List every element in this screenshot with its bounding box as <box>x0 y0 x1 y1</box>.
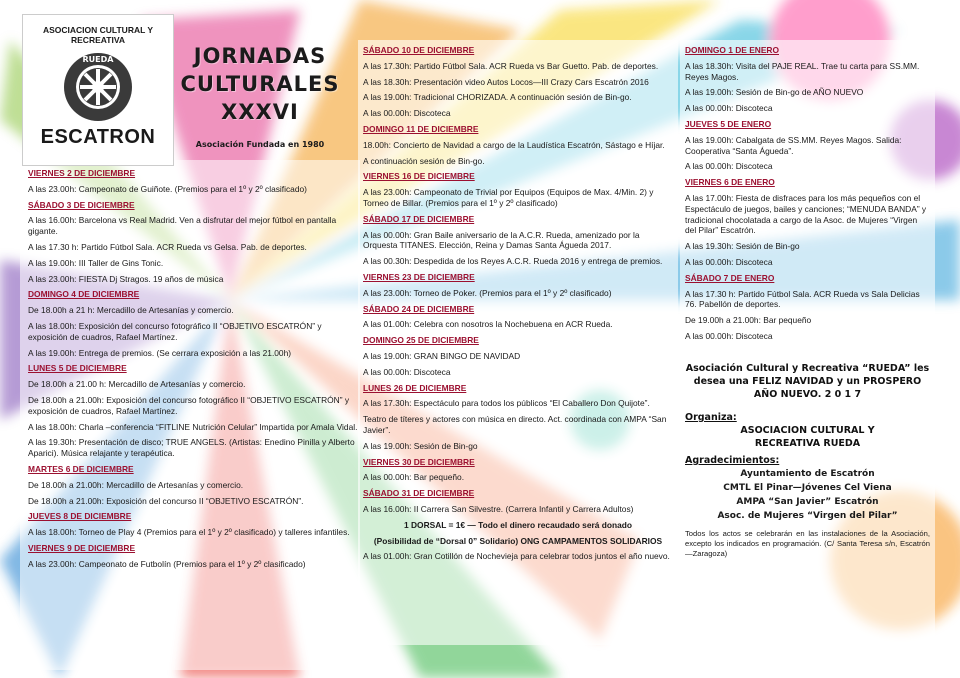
event-item: A las 18.00h: Exposición del concurso fotográfico II “OBJETIVO ESCATRÓN” y exposición de cuadros, Rafael Martínez. <box>28 320 322 342</box>
day-heading: MARTES 6 DE DICIEMBRE <box>28 463 134 474</box>
agradecimientos-label: Agradecimientos: <box>685 454 780 466</box>
day-heading: VIERNES 6 DE ENERO <box>685 177 775 188</box>
event-item: A las 23.00h: Campeonato de Trivial por Equipos (Equipos de Max. 4/Min. 2) y Torneo de Billar. (Premios para el 1º y 2º clasificado) <box>363 187 654 208</box>
greeting: Asociación Cultural y Recreativa “RUEDA” les desea una FELIZ NAVIDAD y un PROSPERO AÑO NUEVO. 2 0 1 7 <box>685 362 930 400</box>
day-heading: SÁBADO 17 DE DICIEMBRE <box>363 213 475 224</box>
schedule-column-3 <box>685 45 930 559</box>
title-line-2: CULTURALES <box>180 72 340 96</box>
event-item: A las 19.00h: GRAN BINGO DE NAVIDAD <box>363 350 521 361</box>
footnote: Todos los actos se celebrarán en las instalaciones de la Asociación, excepto los indicados en programación. (C/ Santa Teresa s/n, Escatrón—Zaragoza) <box>685 528 930 558</box>
event-item: A las 19.30h: Presentación de disco; TRUE ANGELS. (Artistas: Enedino Pinilla y Alberto Aparici). Música relajante y terapéutica. <box>28 437 355 459</box>
day-heading: LUNES 26 DE DICIEMBRE <box>363 382 467 393</box>
day-heading: SÁBADO 10 DE DICIEMBRE <box>363 45 475 55</box>
logo-org-text: ASOCIACION CULTURAL Y RECREATIVA <box>42 25 154 45</box>
event-item: A las 17.00h: Fiesta de disfraces para los más pequeños con el Espectáculo de juegos, bailes y canciones; “MENUDA BANDA” y tradicional chocolatada a cargo de la Asoc. de Mujeres “Virgen del Pilar” Escatrón. <box>685 192 927 236</box>
thanks-3: AMPA “San Javier” Escatrón <box>736 496 879 507</box>
day-heading: DOMINGO 25 DE DICIEMBRE <box>363 335 479 346</box>
day-heading: JUEVES 8 DE DICIEMBRE <box>28 511 132 522</box>
title-line-1: JORNADAS <box>193 44 327 68</box>
event-item: A las 19.00h: Cabalgata de SS.MM. Reyes Magos. Salida: Cooperativa “Santa Águeda”. <box>685 134 902 156</box>
day-heading: VIERNES 23 DE DICIEMBRE <box>363 271 475 282</box>
event-item: Teatro de títeres y actores con música en directo. Act. coordinada con AMPA “San Javier”. <box>363 414 667 435</box>
day-heading: LUNES 5 DE DICIEMBRE <box>28 363 127 374</box>
event-item: A las 00.00h: Bar pequeño. <box>363 472 465 483</box>
event-item: A las 23.00h: Torneo de Poker. (Premios para el 1º y 2º clasificado) <box>363 287 612 298</box>
event-item: De 18.00h a 21.00h: Exposición del concurso fotográfico II “OBJETIVO ESCATRÓN” y exposición de cuadros, Rafael Martínez. <box>28 394 350 416</box>
day-heading: VIERNES 9 DE DICIEMBRE <box>28 542 136 553</box>
event-item: A las 00.00h: Discoteca <box>363 108 451 119</box>
event-item: A las 19.30h: Sesión de Bin-go <box>685 241 800 252</box>
day-heading: SÁBADO 7 DE ENERO <box>685 272 775 283</box>
title-block <box>175 42 345 149</box>
event-item: A las 01.00h: Celebra con nosotros la Nochebuena en ACR Rueda. <box>363 319 613 330</box>
event-item: De 18.00h a 21.00 h: Mercadillo de Artesanías y comercio. <box>28 379 246 390</box>
event-item: A las 18.00h: Charla –conferencia “FITLINE Nutrición Celular” Impartida por Amala Vidal. <box>28 421 358 432</box>
event-item: De 19.00h a 21.00h: Bar pequeño <box>685 315 812 326</box>
day-heading: DOMINGO 4 DE DICIEMBRE <box>28 289 140 300</box>
event-item: A las 00.00h: Discoteca <box>363 366 451 377</box>
event-item: A las 00.00h: Discoteca <box>685 330 773 341</box>
event-item: De 18.00h a 21 h: Mercadillo de Artesanías y comercio. <box>28 305 234 316</box>
event-item: A las 00.00h: Discoteca <box>685 256 773 267</box>
event-note: 1 DORSAL = 1€ — Todo el dinero recaudado será donado <box>404 519 632 530</box>
event-item: A las 19.00h: Entrega de premios. (Se cerrara exposición a las 21.00h) <box>28 347 292 358</box>
event-item: A continuación sesión de Bin-go. <box>363 155 485 166</box>
event-item: A las 00.00h: Discoteca <box>685 161 773 172</box>
event-item: A las 19.00h: Sesión de Bin-go de AÑO NUEVO <box>685 87 864 98</box>
event-item: A las 17.30 h: Partido Fútbol Sala. ACR Rueda vs Gelsa. Pab. de deportes. <box>28 241 307 252</box>
event-item: A las 23.00h: FIESTA Dj Stragos. 19 años de música <box>28 273 224 284</box>
event-item: A las 17.30 h: Partido Fútbol Sala. ACR Rueda vs Sala Delicias 76. Pabellón de deportes. <box>685 288 920 310</box>
event-item: A las 19.00h: Tradicional CHORIZADA. A continuación sesión de Bin-go. <box>363 92 632 103</box>
logo <box>22 14 174 166</box>
event-item: De 18.00h a 21.00h: Mercadillo de Artesanías y comercio. <box>28 479 244 490</box>
event-item: A las 16.00h: II Carrera San Silvestre. (Carrera Infantil y Carrera Adultos) <box>363 503 634 514</box>
event-note: (Posibilidad de “Dorsal 0” Solidario) ONG CAMPAMENTOS SOLIDARIOS <box>373 535 663 546</box>
schedule-column-3-list <box>685 45 930 342</box>
organiza-label: Organiza: <box>685 411 737 423</box>
event-item: A las 18.30h: Visita del PAJE REAL. Trae tu carta para SS.MM. Reyes Magos. <box>685 60 920 82</box>
thanks-1: Ayuntamiento de Escatrón <box>740 468 875 479</box>
event-item: A las 16.00h: Barcelona vs Real Madrid. Ven a disfrutar del mejor fútbol en pantalla gigante. <box>28 215 337 237</box>
organiza-name: ASOCIACION CULTURAL Y RECREATIVA RUEDA <box>740 424 875 449</box>
event-item: 18.00h: Concierto de Navidad a cargo de la Laudística Escatrón, Sástago e Híjar. <box>363 139 665 150</box>
schedule-column-1 <box>28 168 358 575</box>
event-item: A las 00.30h: Despedida de los Reyes A.C.R. Rueda 2016 y entrega de premios. <box>363 256 663 267</box>
day-heading: DOMINGO 11 DE DICIEMBRE <box>363 123 479 134</box>
event-item: A las 00.00h: Discoteca <box>685 103 773 114</box>
day-heading: SÁBADO 31 DE DICIEMBRE <box>363 488 475 499</box>
day-heading: VIERNES 2 DE DICIEMBRE <box>28 168 136 178</box>
day-heading: VIERNES 16 DE DICIEMBRE <box>363 171 475 182</box>
event-item: A las 00.00h: Gran Baile aniversario de la A.C.R. Rueda, amenizado por la Orquesta TITANES. Elección, Reina y Damas Santa Águeda 2017. <box>363 229 640 251</box>
title-line-3: XXXVI <box>221 100 299 124</box>
event-item: A las 23.00h: Campeonato de Guiñote. (Premios para el 1º y 2º clasificado) <box>28 183 307 194</box>
event-item: A las 17.30h: Partido Fútbol Sala. ACR Rueda vs Bar Guetto. Pab. de deportes. <box>363 60 659 71</box>
event-item: A las 01.00h: Gran Cotillón de Nochevieja para celebrar todos juntos el año nuevo. <box>363 551 670 562</box>
day-heading: SÁBADO 24 DE DICIEMBRE <box>363 303 475 314</box>
wheel-icon <box>61 50 135 124</box>
logo-ring-text: RUEDA <box>82 55 114 64</box>
schedule-column-2 <box>363 45 673 567</box>
event-item: De 18.00h a 21.00h: Exposición del concurso II “OBJETIVO ESCATRÓN”. <box>28 495 304 506</box>
day-heading: JUEVES 5 DE ENERO <box>685 118 772 129</box>
thanks-2: CMTL El Pinar—Jóvenes Cel Viena <box>723 482 892 493</box>
day-heading: SÁBADO 3 DE DICIEMBRE <box>28 199 135 210</box>
event-item: A las 19.00h: III Taller de Gins Tonic. <box>28 257 164 268</box>
logo-name: ESCATRON <box>40 126 156 148</box>
day-heading: DOMINGO 1 DE ENERO <box>685 45 779 55</box>
event-item: A las 19.00h: Sesión de Bin-go <box>363 440 478 451</box>
event-item: A las 18.00h: Torneo de Play 4 (Premios para el 1º y 2º clasificado) y talleres infantiles. <box>28 527 350 538</box>
founded-text: Asociación Fundada en 1980 <box>195 140 325 149</box>
event-item: A las 18.30h: Presentación video Autos Locos—III Crazy Cars Escatrón 2016 <box>363 76 649 87</box>
event-item: A las 17.30h: Espectáculo para todos los públicos “El Caballero Don Quijote”. <box>363 398 650 409</box>
thanks-4: Asoc. de Mujeres “Virgen del Pilar” <box>717 510 898 521</box>
day-heading: VIERNES 30 DE DICIEMBRE <box>363 456 475 467</box>
event-item: A las 23.00h: Campeonato de Futbolín (Premios para el 1º y 2º clasificado) <box>28 558 306 569</box>
